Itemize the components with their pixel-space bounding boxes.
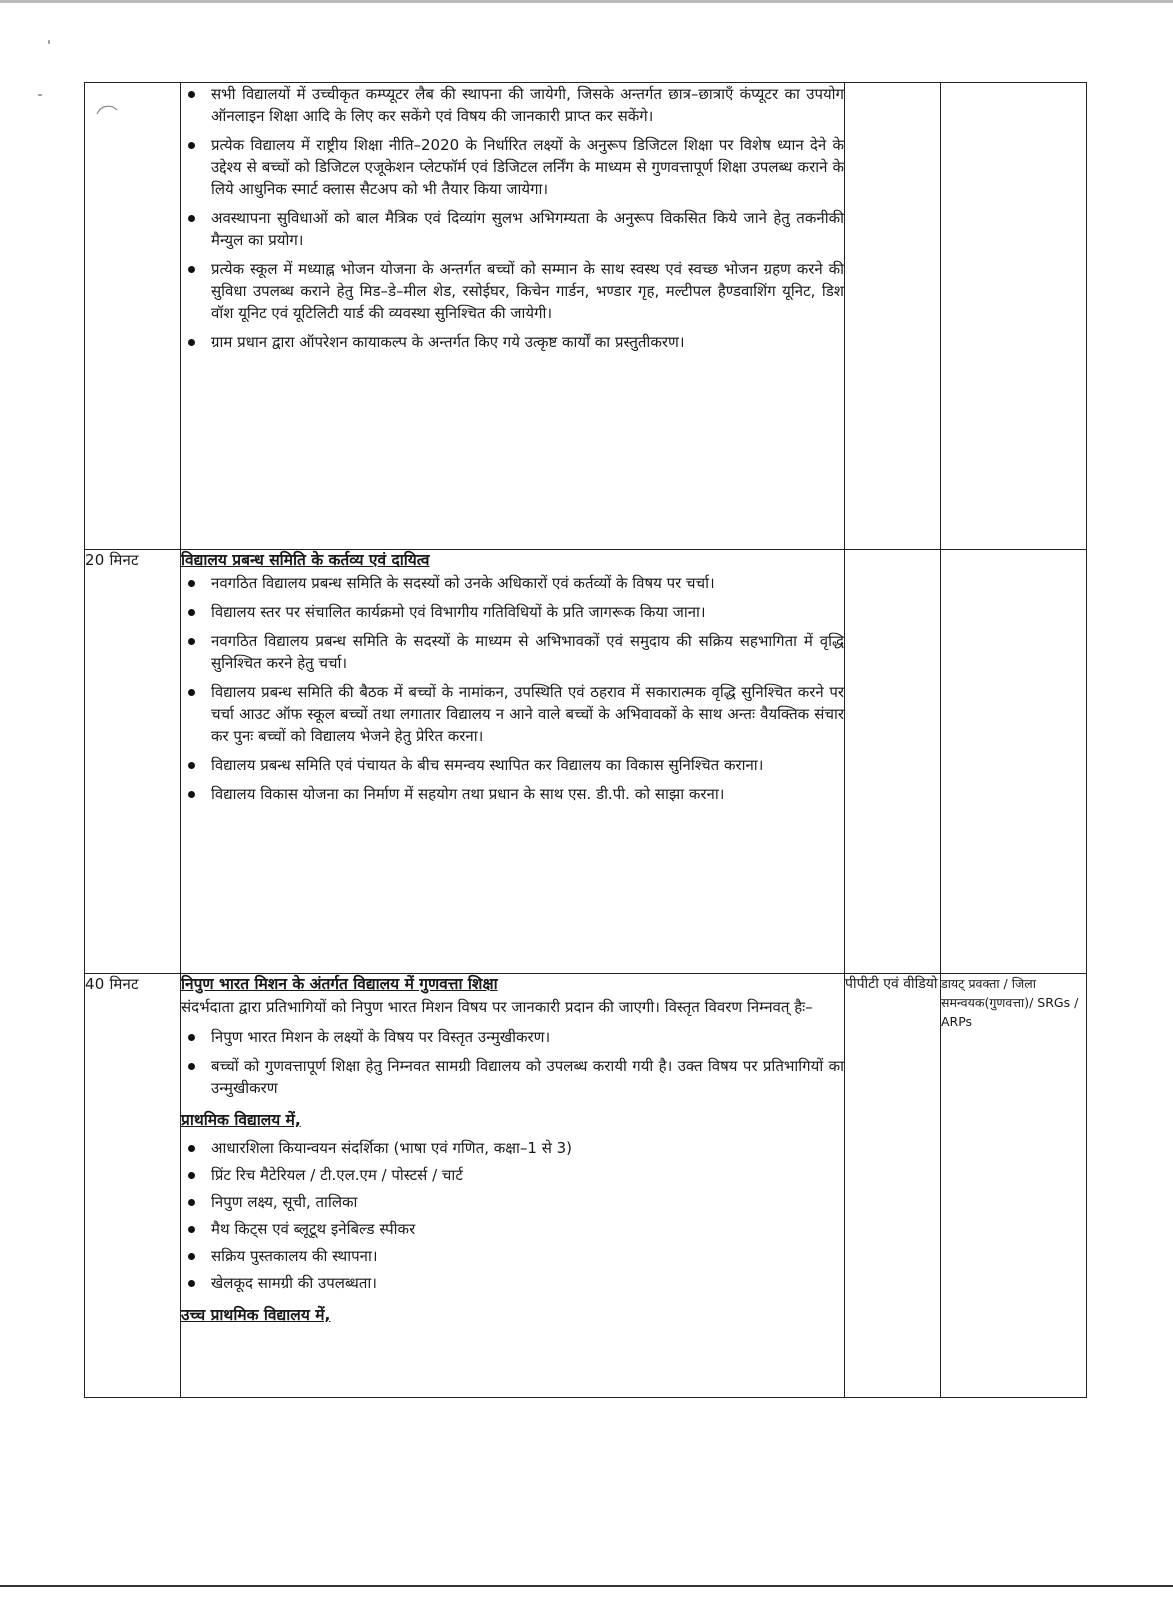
list-item	[181, 207, 844, 251]
list-item-text: खेलकूद सामग्री की उपलब्धता।	[211, 1274, 377, 1292]
list-item	[181, 1026, 844, 1048]
bullet-icon	[188, 91, 195, 98]
scan-speck	[38, 94, 42, 96]
bullet-icon	[188, 1063, 195, 1070]
bullet-icon	[188, 1199, 195, 1206]
list-item	[181, 1218, 844, 1240]
primary-items-list	[181, 1137, 844, 1294]
resource-cell	[941, 550, 1087, 974]
list-item-text: निपुण भारत मिशन के लक्ष्यों के विषय पर विस्तृत उन्मुखीकरण।	[211, 1028, 551, 1046]
list-item	[181, 331, 844, 353]
list-item	[181, 83, 844, 127]
list-item	[181, 1055, 844, 1099]
table-row	[85, 974, 1087, 1398]
bullet-icon	[188, 689, 195, 696]
list-item-text: विद्यालय स्तर पर संचालित कार्यक्रमो एवं विभागीय गतिविधियों के प्रति जागरूक किया जाना।	[211, 603, 706, 621]
list-item-text: सक्रिय पुस्तकालय की स्थापना।	[211, 1247, 378, 1265]
bullet-icon	[188, 1034, 195, 1041]
time-cell: 20 मिनट	[85, 550, 181, 974]
bullet-list	[181, 572, 844, 805]
bullet-icon	[188, 791, 195, 798]
list-item-text: अवस्थापना सुविधाओं को बाल मैत्रिक एवं दिव्यांग सुलभ अभिगम्यता के अनुरूप विकसित किये जाने हेतु तकनीकी मैन्युल का प्रयोग।	[211, 209, 844, 249]
list-item-text: विद्यालय विकास योजना का निर्माण में सहयोग तथा प्रधान के साथ एस. डी.पी. को साझा करना।	[211, 785, 725, 803]
list-item-text: प्रत्येक स्कूल में मध्याह्न भोजन योजना के अन्तर्गत बच्चों को सम्मान के साथ स्वस्थ एवं स्वच्छ भोजन ग्रहण करने की सुविधा उपलब्ध कराने हेतु मिड–डे–मील शेड, रसोईघर, किचेन गार्डन, भण्डार गृह, मल्टीपल हैण्डवाशिंग यूनिट, डिश वॉश यूनिट एवं यूटिलिटी यार्ड की व्यवस्था सुनिश्चित की जायेगी।	[211, 260, 844, 322]
bullet-icon	[188, 215, 195, 222]
list-item	[181, 1245, 844, 1267]
list-item-text: निपुण लक्ष्य, सूची, तालिका	[211, 1193, 358, 1211]
list-item	[181, 601, 844, 623]
list-item-text: नवगठित विद्यालय प्रबन्ध समिति के सदस्यों के माध्यम से अभिभावकों एवं समुदाय की सक्रिय सहभागिता में वृद्धि सुनिश्चित करने हेतु चर्चा।	[211, 632, 844, 672]
schedule-table	[84, 82, 1087, 1398]
scan-speck	[48, 40, 50, 44]
bullet-icon	[188, 142, 195, 149]
list-item-text: मैथ किट्स एवं ब्लूटूथ इनेबिल्ड स्पीकर	[211, 1220, 416, 1238]
upper-primary-heading: उच्च प्राथमिक विद्यालय में,	[181, 1306, 331, 1324]
list-item	[181, 1272, 844, 1294]
list-item	[181, 681, 844, 747]
list-item	[181, 134, 844, 200]
list-item-text: सभी विद्यालयों में उच्चीकृत कम्प्यूटर लैब की स्थापना की जायेगी, जिसके अन्तर्गत छात्र–छात्राऍं कंप्यूटर का उपयोग ऑनलाइन शिक्षा आदि के लिए कर सकेंगे एवं विषय की जानकारी प्राप्त कर सकेंगे।	[211, 85, 844, 125]
list-item-text: आधारशिला कियान्वयन संदर्शिका (भाषा एवं गणित, कक्षा–1 से 3)	[211, 1139, 573, 1157]
content-cell	[181, 83, 845, 550]
list-item-text: प्रत्येक विद्यालय में राष्ट्रीय शिक्षा नीति–2020 के निर्धारित लक्ष्यों के अनुरूप डिजिटल शिक्षा पर विशेष ध्यान देने के उद्देश्य से बच्चों को डिजिटल एजूकेशन प्लेटफॉर्म एवं डिजिटल लर्निंग के माध्यम से गुणवत्तापूर्ण शिक्षा उपलब्ध कराने के लिये आधुनिक स्मार्ट क्लास सैटअप को भी तैयार किया जायेगा।	[211, 136, 844, 198]
bullet-icon	[188, 762, 195, 769]
section-heading: निपुण भारत मिशन के अंतर्गत विद्यालय में गुणवत्ता शिक्षा	[181, 975, 498, 993]
list-item-text: प्रिंट रिच मैटेरियल / टी.एल.एम / पोस्टर्स / चार्ट	[211, 1166, 463, 1184]
time-cell	[85, 83, 181, 550]
list-item	[181, 783, 844, 805]
list-item-text: नवगठित विद्यालय प्रबन्ध समिति के सदस्यों को उनके अधिकारों एवं कर्तव्यों के विषय पर चर्चा।	[211, 574, 715, 592]
bullet-icon	[188, 638, 195, 645]
list-item-text: विद्यालय प्रबन्ध समिति एवं पंचायत के बीच समन्वय स्थापित कर विद्यालय का विकास सुनिश्चित कराना।	[211, 756, 764, 774]
method-cell	[845, 83, 941, 550]
bullet-icon	[188, 580, 195, 587]
list-item	[181, 1191, 844, 1213]
primary-school-heading: प्राथमिक विद्यालय में,	[181, 1111, 301, 1129]
bullet-list	[181, 83, 844, 353]
bullet-icon	[188, 1226, 195, 1233]
list-item-text: विद्यालय प्रबन्ध समिति की बैठक में बच्चों के नामांकन, उपस्थिति एवं ठहराव में सकारात्मक वृद्धि सुनिश्चित करने पर चर्चा आउट ऑफ स्कूल बच्चों तथा लगातार विद्यालय न आने वाले बच्चों के अभिवावकों के साथ अन्तः वैयक्तिक संचार कर पुनः बच्चों को विद्यालय भेजने हेतु प्रेरित करना।	[211, 683, 844, 745]
table-row	[85, 83, 1087, 550]
method-cell	[845, 550, 941, 974]
bullet-icon	[188, 339, 195, 346]
section-heading: विद्यालय प्रबन्ध समिति के कर्तव्य एवं दायित्व	[181, 551, 430, 569]
list-item	[181, 258, 844, 324]
bullet-list	[181, 1026, 844, 1099]
resource-cell: डायट् प्रवक्ता / जिला समन्वयक(गुणवत्ता)/ SRGs / ARPs	[941, 974, 1087, 1398]
intro-paragraph: संदर्भदाता द्वारा प्रतिभागियों को निपुण भारत मिशन विषय पर जानकारी प्रदान की जाएगी। विस्तृत विवरण निम्नवत् हैः–	[181, 998, 813, 1016]
bullet-icon	[188, 266, 195, 273]
time-cell: 40 मिनट	[85, 974, 181, 1398]
scan-edge-top	[0, 0, 1173, 3]
list-item	[181, 572, 844, 594]
bullet-icon	[188, 1145, 195, 1152]
bullet-icon	[188, 1280, 195, 1287]
content-cell	[181, 974, 845, 1398]
bullet-icon	[188, 1253, 195, 1260]
content-cell	[181, 550, 845, 974]
bullet-icon	[188, 609, 195, 616]
list-item	[181, 754, 844, 776]
table-row	[85, 550, 1087, 974]
method-cell: पीपीटी एवं वीडियो	[845, 974, 941, 1398]
list-item-text: ग्राम प्रधान द्वारा ऑपरेशन कायाकल्प के अन्तर्गत किए गये उत्कृष्ट कार्यों का प्रस्तुतीकरण।	[211, 333, 685, 351]
list-item-text: बच्चों को गुणवत्तापूर्ण शिक्षा हेतु निम्नवत सामग्री विद्यालय को उपलब्ध करायी गयी है। उक्त विषय पर प्रतिभागियों का उन्मुखीकरण	[211, 1057, 844, 1097]
list-item	[181, 630, 844, 674]
scan-edge-bottom	[0, 1585, 1173, 1587]
bullet-icon	[188, 1172, 195, 1179]
list-item	[181, 1137, 844, 1159]
resource-cell	[941, 83, 1087, 550]
list-item	[181, 1164, 844, 1186]
